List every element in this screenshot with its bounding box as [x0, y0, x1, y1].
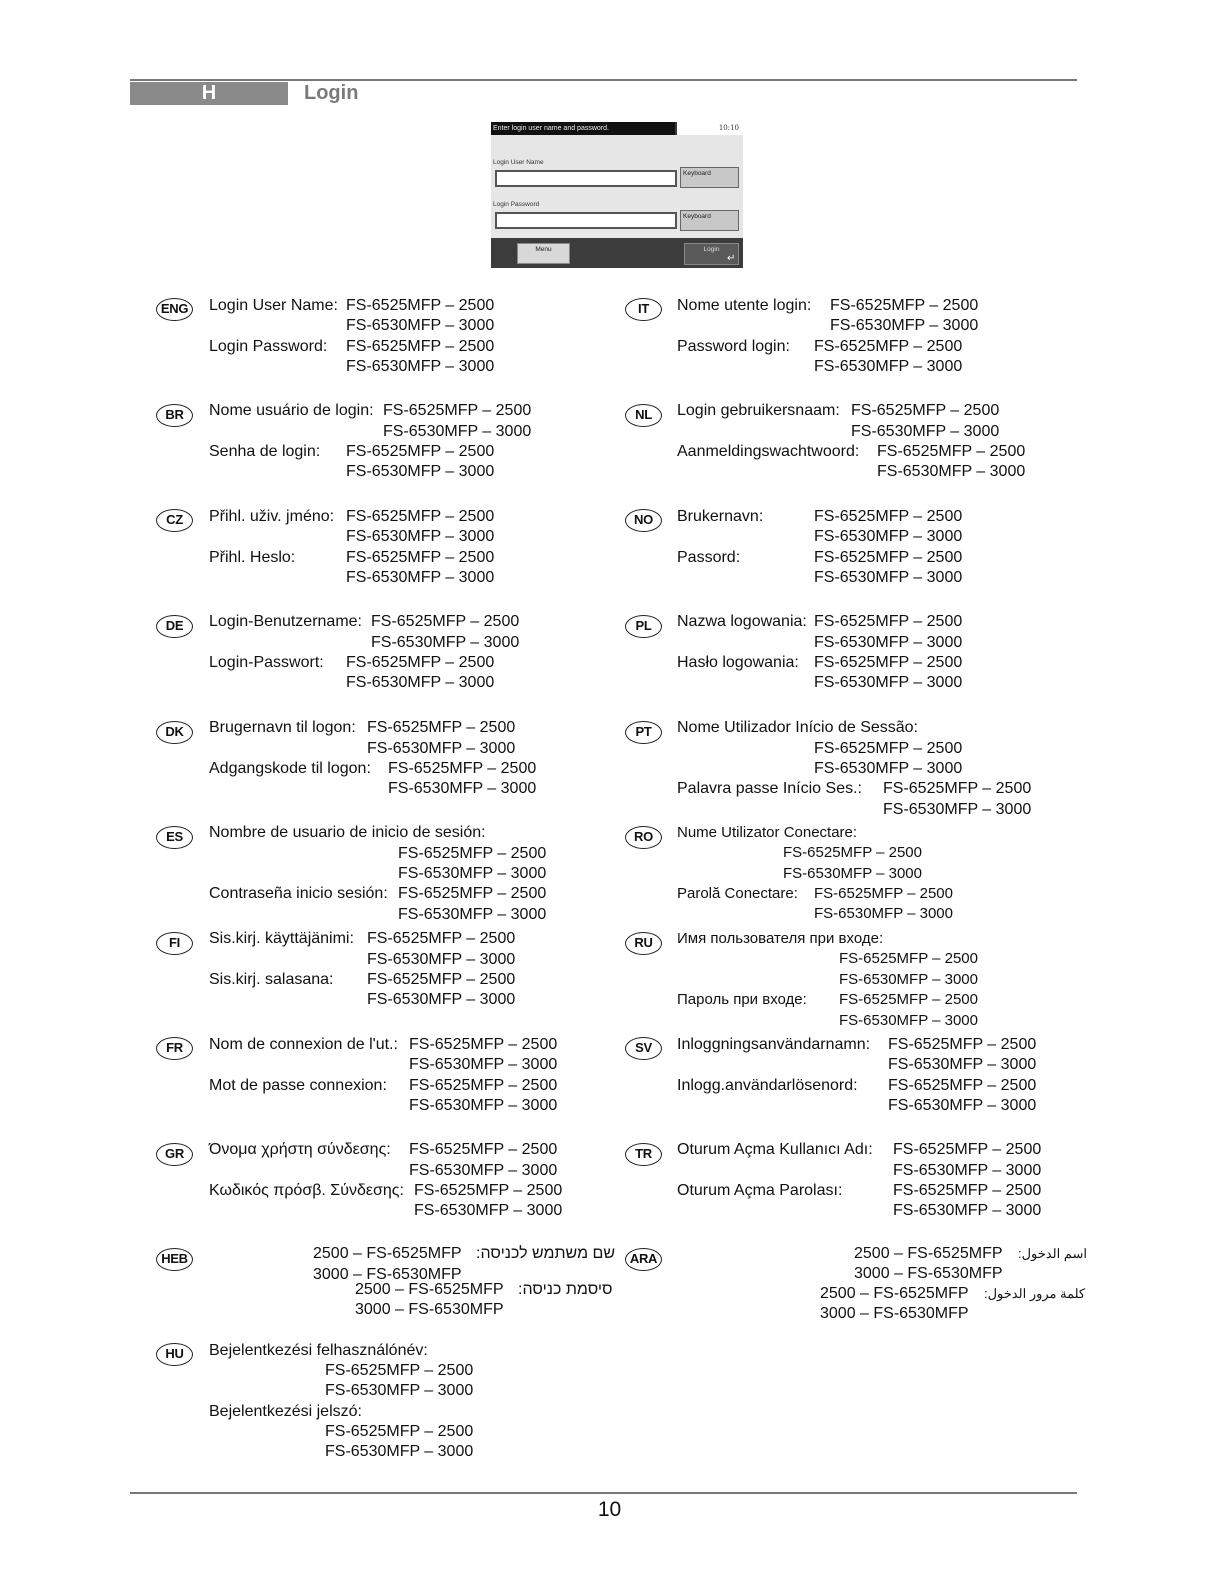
model-value: FS-6530MFP – 3000	[409, 1056, 558, 1073]
lang-badge-ru: RU	[625, 932, 662, 955]
fi-user-label: Sis.kirj. käyttäjänimi:	[209, 930, 354, 947]
model-value: FS-6530MFP – 3000	[814, 569, 963, 586]
panel-password-keyboard-button[interactable]: Keyboard	[680, 210, 739, 231]
model-value: FS-6530MFP – 3000	[814, 905, 953, 922]
ro-user-label: Nume Utilizator Conectare:	[677, 824, 858, 841]
model-value: 3000 – FS-6530MFP	[854, 1265, 1003, 1282]
lang-badge-tr: TR	[625, 1143, 662, 1166]
cz-user-label: Přihl. uživ. jméno:	[209, 508, 335, 525]
model-value: FS-6530MFP – 3000	[346, 358, 495, 375]
model-value: FS-6525MFP – 2500	[346, 338, 495, 355]
tr-user-label: Oturum Açma Kullanıcı Adı:	[677, 1141, 873, 1158]
gr-pass-label: Κωδικός πρόσβ. Σύνδεσης:	[209, 1182, 404, 1199]
section-title: Login	[304, 82, 359, 104]
model-value: 2500 – FS-6525MFP	[854, 1245, 1003, 1262]
model-value: FS-6530MFP – 3000	[367, 951, 516, 968]
br-user-label: Nome usuário de login:	[209, 402, 374, 419]
lang-badge-gr: GR	[156, 1143, 193, 1166]
model-value: FS-6530MFP – 3000	[346, 569, 495, 586]
model-value: FS-6525MFP – 2500	[888, 1036, 1037, 1053]
model-value: FS-6530MFP – 3000	[409, 1162, 558, 1179]
model-value: FS-6525MFP – 2500	[814, 885, 953, 902]
model-value: FS-6525MFP – 2500	[414, 1182, 563, 1199]
lang-badge-pl: PL	[625, 615, 662, 638]
model-value: FS-6530MFP – 3000	[398, 865, 547, 882]
model-value: FS-6525MFP – 2500	[839, 950, 978, 967]
lang-badge-hu: HU	[156, 1343, 193, 1366]
model-value: FS-6525MFP – 2500	[371, 613, 520, 630]
es-pass-label: Contraseña inicio sesión:	[209, 885, 388, 902]
it-user-label: Nome utente login:	[677, 297, 812, 314]
lang-badge-nl: NL	[625, 404, 662, 427]
panel-user-input[interactable]	[495, 170, 677, 187]
cz-pass-label: Přihl. Heslo:	[209, 549, 296, 566]
top-rule	[130, 79, 1077, 81]
fi-pass-label: Sis.kirj. salasana:	[209, 971, 334, 988]
model-value: FS-6530MFP – 3000	[783, 865, 922, 882]
model-value: FS-6530MFP – 3000	[325, 1443, 474, 1460]
ru-user-label: Имя пользователя при входе:	[677, 930, 884, 947]
model-value: FS-6525MFP – 2500	[346, 297, 495, 314]
it-pass-label: Password login:	[677, 338, 790, 355]
pl-pass-label: Hasło logowania:	[677, 654, 799, 671]
model-value: FS-6530MFP – 3000	[371, 634, 520, 651]
model-value: FS-6525MFP – 2500	[814, 613, 963, 630]
model-value: FS-6525MFP – 2500	[409, 1036, 558, 1053]
model-value: FS-6525MFP – 2500	[346, 549, 495, 566]
model-value: FS-6530MFP – 3000	[814, 528, 963, 545]
model-value: FS-6525MFP – 2500	[893, 1182, 1042, 1199]
pt-user-label: Nome Utilizador Início de Sessão:	[677, 719, 918, 736]
bottom-rule	[130, 1492, 1077, 1494]
model-value: FS-6530MFP – 3000	[839, 971, 978, 988]
lang-badge-fr: FR	[156, 1037, 193, 1060]
panel-time: 10:10	[677, 122, 743, 135]
lang-badge-eng: ENG	[156, 298, 193, 321]
model-value: FS-6525MFP – 2500	[883, 780, 1032, 797]
dk-user-label: Brugernavn til logon:	[209, 719, 356, 736]
model-value: 3000 – FS-6530MFP	[355, 1301, 504, 1318]
model-value: FS-6530MFP – 3000	[883, 801, 1032, 818]
lang-badge-de: DE	[156, 615, 193, 638]
model-value: FS-6525MFP – 2500	[814, 508, 963, 525]
model-value: FS-6530MFP – 3000	[414, 1202, 563, 1219]
model-value: FS-6530MFP – 3000	[888, 1056, 1037, 1073]
heb-user-label: שם משתמש לכניסה:	[476, 1245, 616, 1262]
lang-badge-it: IT	[625, 298, 662, 321]
br-pass-label: Senha de login:	[209, 443, 321, 460]
sv-pass-label: Inlogg.användarlösenord:	[677, 1077, 858, 1094]
lang-badge-no: NO	[625, 509, 662, 532]
model-value: FS-6525MFP – 2500	[893, 1141, 1042, 1158]
model-value: FS-6530MFP – 3000	[893, 1162, 1042, 1179]
model-value: FS-6525MFP – 2500	[783, 844, 922, 861]
heb-pass-label: סיסמת כניסה:	[518, 1281, 613, 1298]
model-value: FS-6530MFP – 3000	[388, 780, 537, 797]
model-value: FS-6530MFP – 3000	[814, 634, 963, 651]
lang-badge-fi: FI	[156, 932, 193, 955]
model-value: FS-6525MFP – 2500	[877, 443, 1026, 460]
model-value: FS-6525MFP – 2500	[839, 991, 978, 1008]
page-number: 10	[597, 1498, 622, 1521]
model-value: FS-6530MFP – 3000	[409, 1097, 558, 1114]
model-value: FS-6525MFP – 2500	[888, 1077, 1037, 1094]
lang-badge-sv: SV	[625, 1037, 662, 1060]
model-value: FS-6530MFP – 3000	[888, 1097, 1037, 1114]
model-value: FS-6525MFP – 2500	[830, 297, 979, 314]
panel-menu-button[interactable]: Menu	[517, 243, 570, 264]
model-value: 3000 – FS-6530MFP	[313, 1266, 462, 1283]
de-user-label: Login-Benutzername:	[209, 613, 362, 630]
model-value: 2500 – FS-6525MFP	[355, 1281, 504, 1298]
model-value: FS-6525MFP – 2500	[383, 402, 532, 419]
lang-badge-pt: PT	[625, 721, 662, 744]
model-value: FS-6530MFP – 3000	[346, 528, 495, 545]
model-value: FS-6525MFP – 2500	[346, 508, 495, 525]
lang-badge-br: BR	[156, 404, 193, 427]
nl-pass-label: Aanmeldingswachtwoord:	[677, 443, 860, 460]
model-value: FS-6525MFP – 2500	[814, 740, 963, 757]
panel-password-label: Login Password	[493, 201, 540, 208]
hu-pass-label: Bejelentkezési jelszó:	[209, 1403, 362, 1420]
model-value: FS-6530MFP – 3000	[367, 991, 516, 1008]
hu-user-label: Bejelentkezési felhasználónév:	[209, 1342, 428, 1359]
model-value: FS-6530MFP – 3000	[839, 1012, 978, 1029]
no-pass-label: Passord:	[677, 549, 741, 566]
model-value: FS-6530MFP – 3000	[851, 423, 1000, 440]
model-value: FS-6530MFP – 3000	[325, 1382, 474, 1399]
model-value: FS-6525MFP – 2500	[325, 1362, 474, 1379]
fr-user-label: Nom de connexion de l'ut.:	[209, 1036, 398, 1053]
nl-user-label: Login gebruikersnaam:	[677, 402, 840, 419]
tr-pass-label: Oturum Açma Parolası:	[677, 1182, 843, 1199]
ru-pass-label: Пароль при входе:	[677, 991, 807, 1008]
model-value: FS-6530MFP – 3000	[367, 740, 516, 757]
model-value: FS-6525MFP – 2500	[409, 1141, 558, 1158]
gr-user-label: Όνομα χρήστη σύνδεσης:	[209, 1141, 391, 1158]
pl-user-label: Nazwa logowania:	[677, 613, 807, 630]
fr-pass-label: Mot de passe connexion:	[209, 1077, 387, 1094]
eng-pass-label: Login Password:	[209, 338, 328, 355]
model-value: FS-6525MFP – 2500	[325, 1423, 474, 1440]
model-value: FS-6525MFP – 2500	[409, 1077, 558, 1094]
eng-user-label: Login User Name:	[209, 297, 338, 314]
model-value: FS-6525MFP – 2500	[814, 549, 963, 566]
ara-user-label: اسم الدخول:	[1018, 1246, 1087, 1261]
model-value: FS-6525MFP – 2500	[814, 338, 963, 355]
lang-badge-heb: HEB	[156, 1248, 193, 1271]
panel-login-button[interactable]: Login	[684, 243, 739, 265]
lang-badge-ara: ARA	[625, 1248, 662, 1271]
es-user-label: Nombre de usuario de inicio de sesión:	[209, 824, 486, 841]
model-value: FS-6530MFP – 3000	[830, 317, 979, 334]
model-value: FS-6525MFP – 2500	[346, 654, 495, 671]
model-value: FS-6530MFP – 3000	[814, 760, 963, 777]
model-value: 2500 – FS-6525MFP	[820, 1285, 969, 1302]
model-value: FS-6530MFP – 3000	[814, 358, 963, 375]
model-value: FS-6530MFP – 3000	[346, 674, 495, 691]
model-value: FS-6530MFP – 3000	[346, 463, 495, 480]
model-value: FS-6530MFP – 3000	[383, 423, 532, 440]
panel-password-input[interactable]	[495, 212, 677, 229]
ro-pass-label: Parolă Conectare:	[677, 885, 798, 902]
enter-icon: ↵	[727, 253, 736, 264]
panel-user-label: Login User Name	[493, 159, 544, 166]
login-panel-screenshot	[491, 122, 743, 268]
panel-prompt: Enter login user name and password.	[491, 122, 675, 135]
model-value: FS-6525MFP – 2500	[398, 845, 547, 862]
model-value: 3000 – FS-6530MFP	[820, 1305, 969, 1322]
pt-pass-label: Palavra passe Início Ses.:	[677, 780, 862, 797]
panel-user-keyboard-button[interactable]: Keyboard	[680, 167, 739, 188]
model-value: FS-6530MFP – 3000	[893, 1202, 1042, 1219]
model-value: FS-6530MFP – 3000	[346, 317, 495, 334]
ara-pass-label: كلمة مرور الدخول:	[984, 1286, 1086, 1301]
model-value: FS-6530MFP – 3000	[814, 674, 963, 691]
lang-badge-cz: CZ	[156, 509, 193, 532]
section-letter: H	[130, 82, 288, 105]
model-value: FS-6530MFP – 3000	[877, 463, 1026, 480]
model-value: FS-6525MFP – 2500	[367, 930, 516, 947]
model-value: 2500 – FS-6525MFP	[313, 1245, 462, 1262]
model-value: FS-6525MFP – 2500	[814, 654, 963, 671]
lang-badge-es: ES	[156, 826, 193, 849]
model-value: FS-6530MFP – 3000	[398, 906, 547, 923]
model-value: FS-6525MFP – 2500	[851, 402, 1000, 419]
sv-user-label: Inloggningsanvändarnamn:	[677, 1036, 871, 1053]
lang-badge-dk: DK	[156, 721, 193, 744]
model-value: FS-6525MFP – 2500	[367, 719, 516, 736]
no-user-label: Brukernavn:	[677, 508, 764, 525]
model-value: FS-6525MFP – 2500	[346, 443, 495, 460]
model-value: FS-6525MFP – 2500	[388, 760, 537, 777]
dk-pass-label: Adgangskode til logon:	[209, 760, 371, 777]
panel-body	[491, 135, 743, 238]
model-value: FS-6525MFP – 2500	[367, 971, 516, 988]
model-value: FS-6525MFP – 2500	[398, 885, 547, 902]
de-pass-label: Login-Passwort:	[209, 654, 324, 671]
lang-badge-ro: RO	[625, 826, 662, 849]
